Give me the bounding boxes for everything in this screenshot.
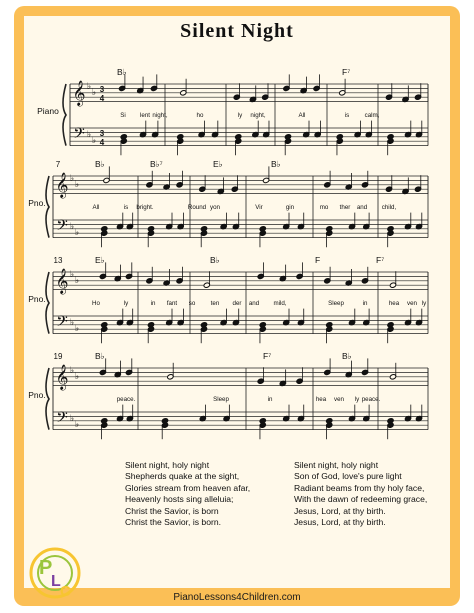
chord-symbol: F	[315, 255, 321, 265]
lyric-syllable: so	[188, 300, 196, 307]
lyric-syllable: Ho	[92, 300, 100, 307]
verse-right-line: Silent night, holy night	[294, 460, 379, 470]
chord-symbol: B♭	[271, 159, 281, 169]
page-title: Silent Night	[180, 20, 294, 42]
brace	[46, 368, 49, 430]
lyric-syllable: fant	[166, 300, 178, 307]
brace	[46, 272, 49, 334]
lyric-syllable: hea	[388, 300, 400, 307]
verse-left-line: Christ the Savior, is born.	[125, 517, 222, 528]
lyric-syllable: night,	[152, 112, 168, 119]
instrument-label: Pno.	[28, 294, 46, 304]
brace	[46, 176, 49, 238]
lyric-syllable: mild,	[273, 300, 287, 307]
lyric-syllable: Vir	[255, 204, 263, 211]
svg-text:C: C	[60, 583, 71, 600]
chord-symbol: F⁷	[376, 255, 385, 265]
measure-number: 13	[53, 256, 63, 265]
flat-icon: ♭	[74, 275, 80, 285]
verse-left-line: Shepherds quake at the sight,	[125, 471, 240, 482]
lyric-syllable: ven	[407, 300, 417, 307]
verse-left-line: Glories stream from heaven afar,	[125, 482, 251, 493]
lyric-syllable: Si	[120, 112, 126, 119]
chord-symbol: E♭	[95, 255, 105, 265]
lyric-syllable: night,	[250, 112, 266, 119]
lyric-syllable: and	[356, 204, 368, 211]
svg-text:P: P	[39, 557, 53, 579]
lyric-syllable: bright.	[136, 204, 154, 211]
flat-icon: ♭	[74, 227, 80, 237]
bass-clef-icon: 𝄢	[56, 409, 68, 429]
instrument-label: Pno.	[28, 198, 46, 208]
time-sig: 4	[99, 138, 105, 147]
flat-icon: ♭	[74, 371, 80, 381]
time-sig: 3	[99, 129, 105, 138]
lyric-syllable: and	[248, 300, 260, 307]
lyric-syllable: hea	[315, 396, 327, 403]
flat-icon: ♭	[69, 413, 75, 423]
lyric-syllable: ven	[334, 396, 344, 403]
flat-icon: ♭	[91, 135, 97, 145]
treble-staff	[53, 272, 428, 290]
measure-number: 19	[53, 352, 63, 361]
bass-staff	[53, 316, 428, 334]
flat-icon: ♭	[86, 81, 92, 91]
lyric-syllable: Sleep	[328, 300, 344, 307]
lyric-syllable: lent	[140, 112, 150, 119]
verse-right	[294, 460, 427, 528]
bass-staff	[53, 412, 428, 430]
treble-clef-icon: 𝄞	[55, 364, 69, 389]
measure-number: 7	[55, 160, 61, 169]
chord-symbol: B♭	[95, 159, 105, 169]
treble-clef-icon: 𝄞	[55, 268, 69, 293]
lyric-syllable: yon	[210, 204, 220, 211]
flat-icon: ♭	[91, 87, 97, 97]
chord-symbol: B♭	[210, 255, 220, 265]
time-sig: 4	[99, 94, 105, 103]
time-sig: 3	[99, 85, 105, 94]
flat-icon: ♭	[74, 323, 80, 333]
brace	[63, 84, 66, 146]
site-footer[interactable]: PianoLessons4Children.com	[173, 592, 301, 603]
flat-icon: ♭	[74, 419, 80, 429]
lyric-syllable: in	[362, 300, 368, 307]
treble-clef-icon: 𝄞	[55, 172, 69, 197]
bass-clef-icon: 𝄢	[56, 217, 68, 237]
chord-symbol: B♭	[342, 351, 352, 361]
flat-icon: ♭	[86, 129, 92, 139]
flat-icon: ♭	[69, 317, 75, 327]
lyric-syllable: der	[232, 300, 242, 307]
verse-right-line: With the dawn of redeeming grace,	[294, 494, 428, 505]
lyric-syllable: gin	[285, 204, 295, 211]
bass-clef-icon: 𝄢	[56, 313, 68, 333]
lyric-syllable: in	[150, 300, 156, 307]
lyric-syllable: All	[298, 112, 306, 119]
flat-icon: ♭	[69, 221, 75, 231]
chord-symbol: B♭⁷	[150, 159, 163, 169]
lyric-syllable: peace.	[116, 396, 136, 403]
verse-right-line: Radiant beams from thy holy face,	[294, 482, 425, 493]
verse-left	[125, 460, 250, 528]
lyric-syllable: ly	[354, 396, 360, 403]
verse-right-line: Jesus, Lord, at thy birth.	[294, 505, 386, 516]
verse-left-line: Christ the Savior, is born	[125, 505, 219, 516]
lyric-syllable: ho	[196, 112, 204, 119]
chord-symbol: F⁷	[263, 351, 272, 361]
lyric-syllable: Sleep	[213, 396, 229, 403]
lyric-syllable: ly	[421, 300, 427, 307]
lyric-syllable: calm,	[364, 112, 380, 119]
lyric-syllable: peace.	[361, 396, 381, 403]
bass-clef-icon: 𝄢	[73, 125, 85, 145]
lyric-syllable: child,	[381, 204, 397, 211]
chord-symbol: B♭	[95, 351, 105, 361]
lyric-syllable: is	[123, 204, 129, 211]
instrument-label: Piano	[37, 106, 59, 116]
chord-symbol: B♭	[117, 67, 127, 77]
verse-left-line: Heavenly hosts sing alleluia;	[125, 494, 234, 505]
verse-right-line: Son of God, love's pure light	[294, 471, 402, 482]
verse-left-line: Silent night, holy night	[125, 460, 210, 470]
treble-clef-icon: 𝄞	[72, 80, 86, 105]
lyric-syllable: ly	[123, 300, 129, 307]
flat-icon: ♭	[69, 269, 75, 279]
lyric-syllable: Round	[187, 204, 207, 211]
chord-symbol: E♭	[213, 159, 223, 169]
flat-icon: ♭	[74, 179, 80, 189]
lyric-syllable: ly	[237, 112, 243, 119]
instrument-label: Pno.	[28, 390, 46, 400]
flat-icon: ♭	[69, 173, 75, 183]
lyric-syllable: is	[344, 112, 350, 119]
lyric-syllable: in	[267, 396, 273, 403]
lyric-syllable: mo	[319, 204, 329, 211]
bass-staff	[53, 220, 428, 238]
svg-text:L: L	[51, 573, 61, 590]
verse-right-line: Jesus, Lord, at thy birth.	[294, 517, 386, 528]
lyric-syllable: ther	[339, 204, 351, 211]
lyric-syllable: ten	[210, 300, 220, 307]
flat-icon: ♭	[69, 365, 75, 375]
treble-staff	[53, 368, 428, 386]
chord-symbol: F⁷	[342, 67, 351, 77]
lyric-syllable: All	[92, 204, 100, 211]
